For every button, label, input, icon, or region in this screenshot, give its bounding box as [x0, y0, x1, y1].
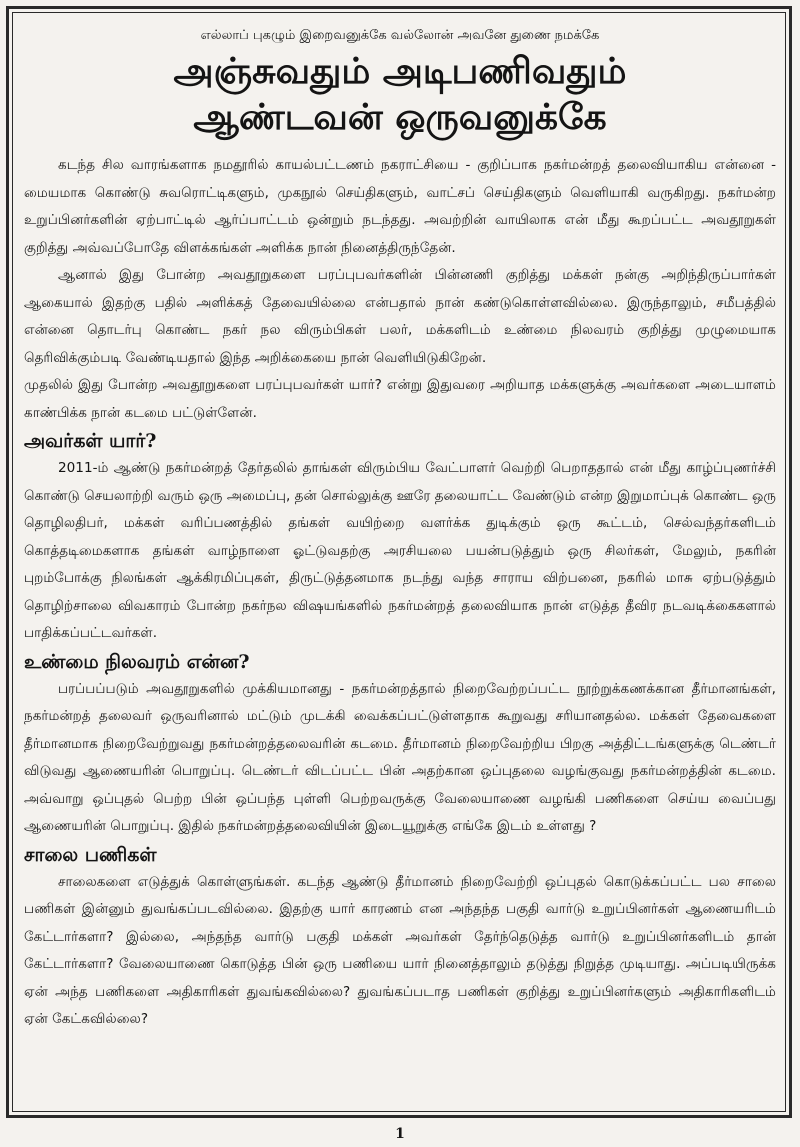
section-heading-who: அவர்கள் யார்?: [24, 430, 157, 452]
section-roads-paragraph: சாலைகளை எடுத்துக் கொள்ளுங்கள். கடந்த ஆண்டு தீர்மானம் நிறைவேற்றி ஒப்புதல் கொடுக்கப்பட்ட பல சாலை பணிகள் இன்னும் துவங்கப்படவில்லை. இதற்கு யார் காரணம் என அந்தந்த பகுதி வார்டு உறுப்பினர்கள் ஆணையரிடம் கேட்டார்களா? இல்லை, அந்தந்த வார்டு பகுதி மக்கள் அவர்கள் தேர்ந்தெடுத்த வார்டு உறுப்பினர்களிடம் தான் கேட்டார்களா? வேலையாணை கொடுத்த பின் ஒரு பணியை யார் நினைத்தாலும் தடுத்து நிறுத்த முடியாது. அப்படியிருக்க ஏன் அந்த பணிகளை அதிகாரிகள் துவங்கவில்லை? துவங்கப்படாத பணிகள் குறித்து உறுப்பினர்களும் அதிகாரிகளிடம் ஏன் கேட்கவில்லை?: [24, 873, 776, 1027]
intro-paragraph-1: கடந்த சில வாரங்களாக நமதூரில் காயல்பட்டணம் நகராட்சியை - குறிப்பாக நகர்மன்றத் தலைவியாகிய என்னை - மையமாக கொண்டு சுவரொட்டிகளும், முகநூல் செய்திகளும், வாட்சப் செய்திகளும் வெளியாகி வருகிறது. நகர்மன்ற உறுப்பினர்களின் ஏற்பாட்டில் ஆர்ப்பாட்டம் ஒன்றும் நடந்தது. அவற்றின் வாயிலாக என் மீது கூறப்பட்ட அவதூறுகள் குறித்து அவ்வப்போதே விளக்கங்கள் அளிக்க நான் நினைத்திருந்தேன்.: [24, 157, 776, 256]
document-body: [24, 18, 776, 1034]
section-who-paragraph: 2011-ம் ஆண்டு நகர்மன்றத் தேர்தலில் தாங்கள் விரும்பிய வேட்பாளர் வெற்றி பெறாததால் என் மீது காழ்ப்புணர்ச்சி கொண்டு செயலாற்றி வரும் ஒரு அமைப்பு, தன் சொல்லுக்கு ஊரே தலையாட்ட வேண்டும் என்ற இறுமாப்புக் கொண்ட ஒரு தொழிலதிபர், மக்கள் வரிப்பணத்தில் தங்கள் வயிற்றை வளர்க்க துடிக்கும் ஒரு கூட்டம், செல்வந்தர்களிடம் கொத்தடிமைகளாக தங்கள் வாழ்நாளை ஓட்டுவதற்கு அரசியலை பயன்படுத்தும் ஒரு சிலர்கள், மேலும், நகரின் புறம்போக்கு நிலங்கள் ஆக்கிரமிப்புகள், திருட்டுத்தனமாக நடந்து வந்த சாராய விற்பனை, நகரில் மாசு ஏற்படுத்தும் தொழிற்சாலை விவகாரம் போன்ற நகர்நல விஷயங்களில் நகர்மன்றத் தலைவியாக நான் எடுத்த தீவிர நடவடிக்கைகளால் பாதிக்கப்பட்டவர்கள்.: [24, 460, 776, 641]
intro-paragraph-3: முதலில் இது போன்ற அவதூறுகளை பரப்புபவர்கள் யார்? என்று இதுவரை அறியாத மக்களுக்கு அவர்களை அடையாளம் காண்பிக்க நான் கடமை பட்டுள்ளேன்.: [24, 377, 776, 421]
section-truth-paragraph: பரப்பப்படும் அவதூறுகளில் முக்கியமானது - நகர்மன்றத்தால் நிறைவேற்றப்பட்ட நூற்றுக்கணக்கான தீர்மானங்கள், நகர்மன்றத் தலைவர் ஒருவரினால் மட்டும் முடக்கி வைக்கப்பட்டுள்ளதாக கூறுவது சரியானதல்ல. மக்கள் தேவைகளை தீர்மானமாக நிறைவேற்றுவது நகர்மன்றத்தலைவரின் கடமை. தீர்மானம் நிறைவேற்றிய பிறகு அத்திட்டங்களுக்கு டெண்டர் விடுவது ஆணையரின் பொறுப்பு. டெண்டர் விடப்பட்ட பின் அதற்கான ஒப்புதலை வழங்குவது நகர்மன்றத்தின் கடமை. அவ்வாறு ஒப்புதல் பெற்ற பின் ஒப்பந்த புள்ளி பெற்றவருக்கு வேலையாணை வழங்கி பணிகளை செய்ய வைப்பது ஆணையரின் பொறுப்பு. இதில் நகர்மன்றத்தலைவியின் இடையூறுக்கு எங்கே இடம் உள்ளது ?: [24, 680, 776, 834]
page-number: 1: [395, 1126, 405, 1142]
spacer: [24, 140, 776, 152]
section-heading-truth: உண்மை நிலவரம் என்ன?: [24, 650, 250, 673]
title-line-2: ஆண்டவன் ஒருவனுக்கே: [193, 96, 607, 138]
intro-paragraph-2: ஆனால் இது போன்ற அவதூறுகளை பரப்புபவர்களின் பின்னணி குறித்து மக்கள் நன்கு அறிந்திருப்பார்கள் ஆகையால் இதற்கு பதில் அளிக்கத் தேவையில்லை என்பதால் நான் கண்டுகொள்ளவில்லை. இருந்தாலும், சமீபத்தில் என்னை தொடர்பு கொண்ட நகர் நல விரும்பிகள் பலர், மக்களிடம் உண்மை நிலவரம் குறித்து முழுமையாக தெரிவிக்கும்படி வேண்டியதால் இந்த அறிக்கையை நான் வெளியிடுகிறேன்.: [24, 267, 776, 366]
header-tagline: எல்லாப் புகழும் இறைவனுக்கே வல்லோன் அவனே துணை நமக்கே: [200, 28, 600, 43]
section-heading-roads: சாலை பணிகள்: [24, 843, 157, 866]
title-line-1: அஞ்சுவதும் அடிபணிவதும்: [173, 50, 627, 92]
